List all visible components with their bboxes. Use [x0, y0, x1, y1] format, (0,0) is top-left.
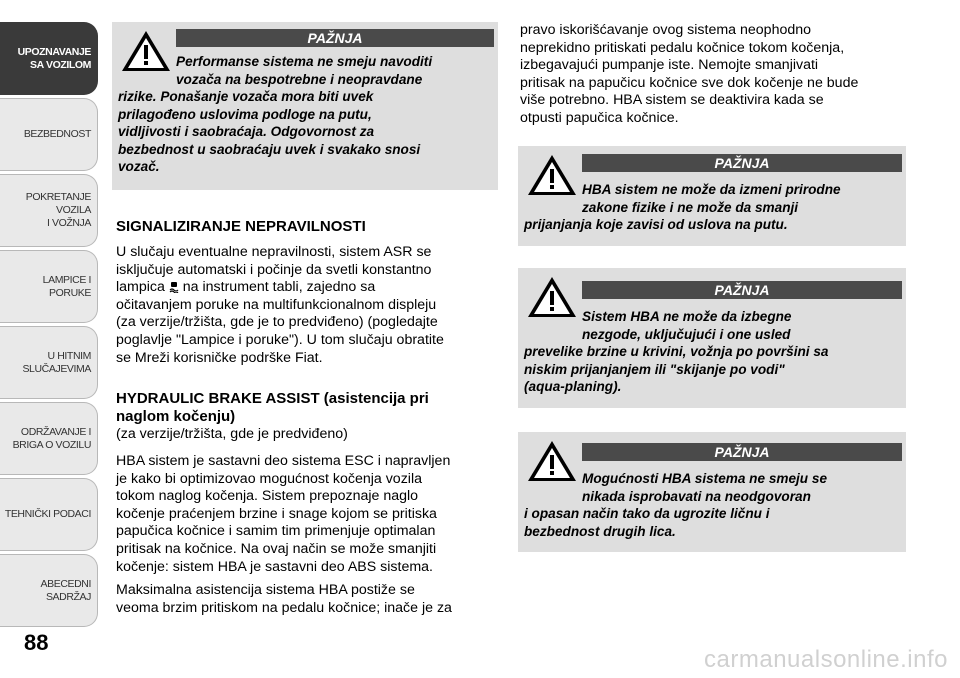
section2-paragraph1: HBA sistem je sastavni deo sistema ESC i napravljen je kako bi optimizovao mogućnost kočenja vozila tokom naglog kočenja. Sistem prepoznaje naglo kočenje praćenjem brzine i snage kojom se pritiska papučica kočnice i samim tim primenjuje optimalan pritisak na kočnice. Na ovaj način se može smanjiti kočenje: sistem HBA je sastavni deo ABS sistema.	[116, 453, 451, 575]
warning-header: PAŽNJA	[582, 281, 902, 299]
tab-tehnicki-podaci[interactable]: TEHNIČKI PODACI	[0, 478, 98, 551]
tab-lampice-i-poruke[interactable]: LAMPICE I PORUKE	[0, 250, 98, 323]
section2-subtitle: (za verzije/tržišta, gde je predviđeno)	[116, 426, 348, 442]
section-heading-hba: HYDRAULIC BRAKE ASSIST (asistencija pri naglom kočenju)	[116, 390, 429, 425]
warning-triangle-icon	[120, 28, 172, 74]
section2-paragraph2: Maksimalna asistencija sistema HBA postiže se veoma brzim pritiskom na pedalu kočnice; inače je za	[116, 582, 452, 616]
right-paragraph: pravo iskorišćavanje ovog sistema neophodno neprekidno pritiskati pedalu kočnice tokom kočenja, izbegavajući pumpanje iste. Nemojte smanjivati pritisak na papučicu kočnice sve dok kočenje ne bude više potrebno. HBA sistem se deaktivira kada se otpusti papučica kočnice.	[520, 22, 859, 126]
warning-lead-text: HBA sistem ne može da izmeni prirodne zakone fizike i ne može da smanji	[582, 182, 841, 215]
warning-body-text: i opasan način tako da ugrozite ličnu i bezbednost drugih lica.	[524, 506, 770, 539]
warning-triangle-icon	[526, 274, 578, 320]
tab-upoznavanje-sa-vozilom[interactable]: UPOZNAVANJE SA VOZILOM	[0, 22, 98, 95]
warning-lead-text: Mogućnosti HBA sistema ne smeju se nikada isprobavati na neodgovoran	[582, 471, 827, 504]
tab-pokretanje-vozila[interactable]: POKRETANJE VOZILA I VOŽNJA	[0, 174, 98, 247]
tab-odrzavanje[interactable]: ODRŽAVANJE I BRIGA O VOZILU	[0, 402, 98, 475]
warning-lead-text: Performanse sistema ne smeju navoditi vozača na bespotrebne i neopravdane	[176, 54, 433, 87]
warning-triangle-icon	[526, 152, 578, 198]
chapter-tabs	[0, 22, 100, 630]
warning-lead-text: Sistem HBA ne može da izbegne nezgode, uključujući i one usled	[582, 309, 792, 342]
warning-box-performance	[112, 22, 498, 190]
warning-body-text: prijanjanja koje zavisi od uslova na putu.	[524, 217, 788, 232]
section-heading-signaliziranje: SIGNALIZIRANJE NEPRAVILNOSTI	[116, 218, 366, 235]
warning-header: PAŽNJA	[582, 443, 902, 461]
esc-warning-lamp-icon	[169, 281, 179, 293]
warning-header: PAŽNJA	[176, 29, 494, 47]
warning-box-hba-accidents	[518, 268, 906, 408]
warning-header: PAŽNJA	[582, 154, 902, 172]
tab-bezbednost[interactable]: BEZBEDNOST	[0, 98, 98, 171]
warning-box-hba-testing	[518, 432, 906, 552]
warning-triangle-icon	[526, 438, 578, 484]
page-number: 88	[24, 630, 49, 655]
section1-paragraph: U slučaju eventualne nepravilnosti, sistem ASR se isključuje automatski i počinje da svetli konstantno lampica na instrument tabli, zajedno sa očitavanjem poruke na multifunkcionalnom displeju (za verzije/tržišta, gde je to predviđeno) (pogledajte poglavlje "Lampice i poruke"). U tom slučaju obratite se Mreži korisničke podrške Fiat.	[116, 244, 444, 366]
tab-u-hitnim-slucajevima[interactable]: U HITNIM SLUČAJEVIMA	[0, 326, 98, 399]
tab-abecedni-sadrzaj[interactable]: ABECEDNI SADRŽAJ	[0, 554, 98, 627]
warning-body-text: prevelike brzine u krivini, vožnja po površini sa niskim prijanjanjem ili "skijanje po vodi" (aqua-planing).	[524, 344, 829, 394]
watermark: carmanualsonline.info	[704, 646, 948, 673]
warning-body-text: rizike. Ponašanje vozača mora biti uvek prilagođeno uslovima podloge na putu, vidljivosti i saobraćaja. Odgovornost za bezbednost u saobraćaju uvek i svakako snosi vozač.	[118, 89, 421, 174]
warning-box-hba-physics	[518, 146, 906, 246]
